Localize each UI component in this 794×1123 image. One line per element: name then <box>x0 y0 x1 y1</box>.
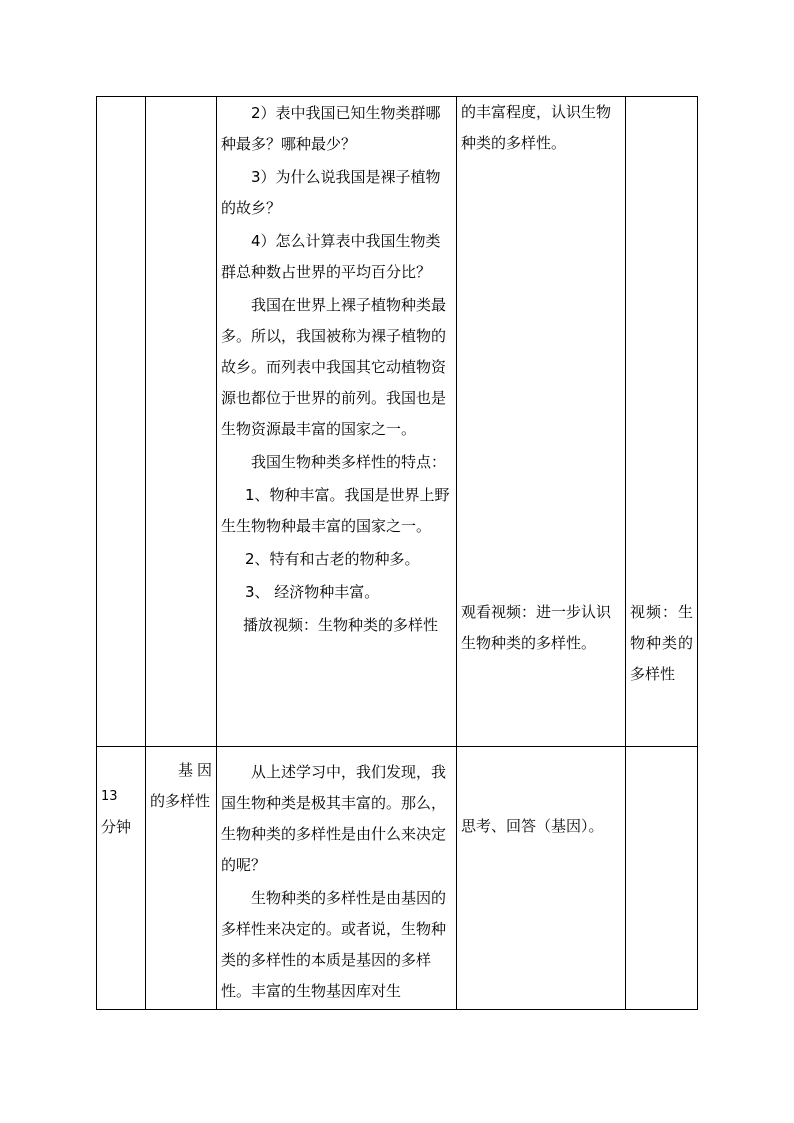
teacher-activity-cell <box>217 97 457 747</box>
student-activity-cell <box>457 747 626 1010</box>
table-row <box>97 747 698 1010</box>
topic-title: 基因的多样性 <box>150 761 212 810</box>
media-note: 视频：生物种类的多样性 <box>630 603 693 683</box>
media-cell <box>626 97 698 747</box>
topic-cell <box>146 747 217 1010</box>
play-video-note: 播放视频：生物种类的多样性 <box>243 616 439 634</box>
student-activity-top: 的丰富程度，认识生物种类的多样性。 <box>461 103 612 152</box>
feature-1: 1、物种丰富。我国是世界上野生生物物种最丰富的国家之一。 <box>221 486 450 535</box>
time-unit: 分钟 <box>101 818 132 836</box>
question-2: 2）表中我国已知生物类群哪种最多？哪种最少？ <box>221 104 441 153</box>
discovery-paragraph: 从上述学习中，我们发现，我国生物种类是极其丰富的。那么，生物种类的多样性是由什么来决定的呢？ <box>221 763 447 874</box>
teacher-activity-cell <box>217 747 457 1010</box>
feature-3: 3、 经济物种丰富。 <box>245 583 380 601</box>
student-activity-video: 观看视频：进一步认识生物种类的多样性。 <box>461 603 612 652</box>
time-cell <box>97 97 146 747</box>
lesson-plan-table <box>96 96 698 1010</box>
table-row <box>97 97 698 747</box>
question-4: 4）怎么计算表中我国生物类群总种数占世界的平均百分比？ <box>221 232 441 281</box>
topic-cell <box>146 97 217 747</box>
question-3: 3）为什么说我国是裸子植物的故乡？ <box>221 168 441 217</box>
gene-diversity-paragraph: 生物种类的多样性是由基因的多样性来决定的。或者说，生物种类的多样性的本质是基因的多样性。丰富的生物基因库对生 <box>221 889 447 1000</box>
student-answer: 思考、回答（基因）。 <box>461 817 604 835</box>
media-cell <box>626 747 698 1010</box>
features-heading: 我国生物种类多样性的特点： <box>251 453 447 471</box>
feature-2: 2、特有和古老的物种多。 <box>245 550 420 568</box>
time-number: 13 <box>101 789 118 804</box>
student-activity-cell <box>457 97 626 747</box>
time-cell <box>97 747 146 1010</box>
explanation-paragraph: 我国在世界上裸子植物种类最多。所以，我国被称为裸子植物的故乡。而列表中我国其它动植物资源也都位于世界的前列。我国也是生物资源最丰富的国家之一。 <box>221 296 447 438</box>
